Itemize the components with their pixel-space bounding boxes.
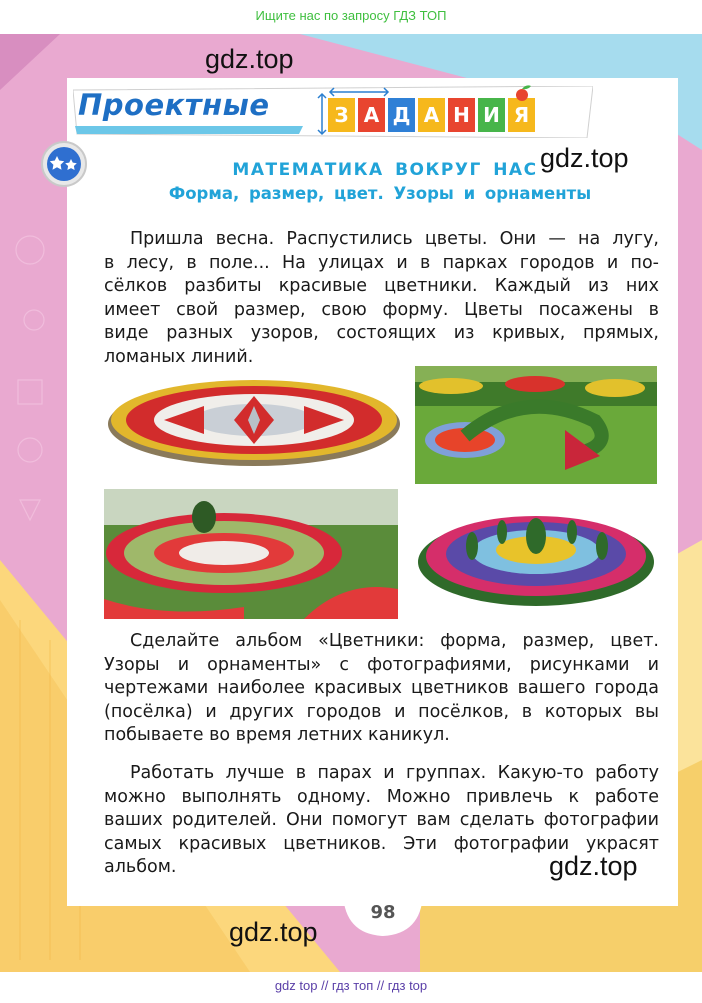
paragraph-line: виде разных узоров, состоящих из кривых, прямых, [104,323,659,343]
flowerbed-photo-1 [104,366,404,476]
watermark: gdz.top [549,851,638,881]
ruler-horizontal-icon [328,86,538,98]
letter-tile-7: Я [508,98,535,132]
paragraph-line: в лесу, в поле... На улицах и в парках городов и по- [104,252,659,273]
paragraph-line: (посёлка) и других городов и посёлков, в которых вы [104,701,659,722]
letter-tile-5: Н [448,98,475,132]
letter-tile-1: З [328,98,355,132]
watermark: gdz.top [540,143,629,173]
paragraph-album [104,630,659,748]
paragraph-line: имеет свой размер, свою форму. Цветы посажены в [104,299,659,320]
letter-tile-6: И [478,98,505,132]
paragraph-line: Узоры и орнаменты» с фотографиями, рисунками и [104,654,659,675]
bottom-banner: gdz top // гдз топ // гдз top [274,978,428,993]
apple-icon [512,84,534,102]
section-title: МАТЕМАТИКА ВОКРУГ НАС [232,160,538,180]
paragraph-line: Сделайте альбом «Цветники: форма, размер, цвет. [130,631,659,651]
letter-tile-2: А [358,98,385,132]
top-banner: Ищите нас по запросу ГДЗ ТОП [255,8,447,23]
header-project-word: Проектные [78,88,270,122]
paragraph-line: Работать лучше в парах и группах. Какую-то работу [130,763,659,783]
paragraph-line: ломаных линий. [104,346,254,367]
paragraph-line: сёлков разбиты красивые цветники. Каждый из них [104,276,659,296]
flowerbed-photo-3 [104,489,398,619]
flowerbed-photo-4 [412,496,660,610]
page-number: 98 [370,902,396,923]
flowerbed-photo-2 [415,366,657,484]
paragraph-intro [104,228,659,369]
paragraph-line: чертежами наиболее красивых цветников вашего города [104,678,659,698]
paragraph-line: ваших родителей. Они помогут вам сделать фотографии [104,810,659,830]
star-badge-icon [40,140,88,188]
letter-tile-3: Д [388,98,415,132]
watermark: gdz.top [205,44,294,74]
paragraph-line: самых красивых цветников. Эти фотографии украсят [104,833,659,854]
paragraph-line: можно выполнять одному. Можно привлечь к работе [104,786,659,807]
paragraph-line: альбом. [104,857,177,877]
letter-tile-4: А [418,98,445,132]
section-subtitle: Форма, размер, цвет. Узоры и орнаменты [168,184,592,203]
paragraph-line: Пришла весна. Распустились цветы. Они — на лугу, [130,229,659,249]
paragraph-line: побываете во время летних каникул. [104,725,450,745]
watermark: gdz.top [229,917,318,947]
